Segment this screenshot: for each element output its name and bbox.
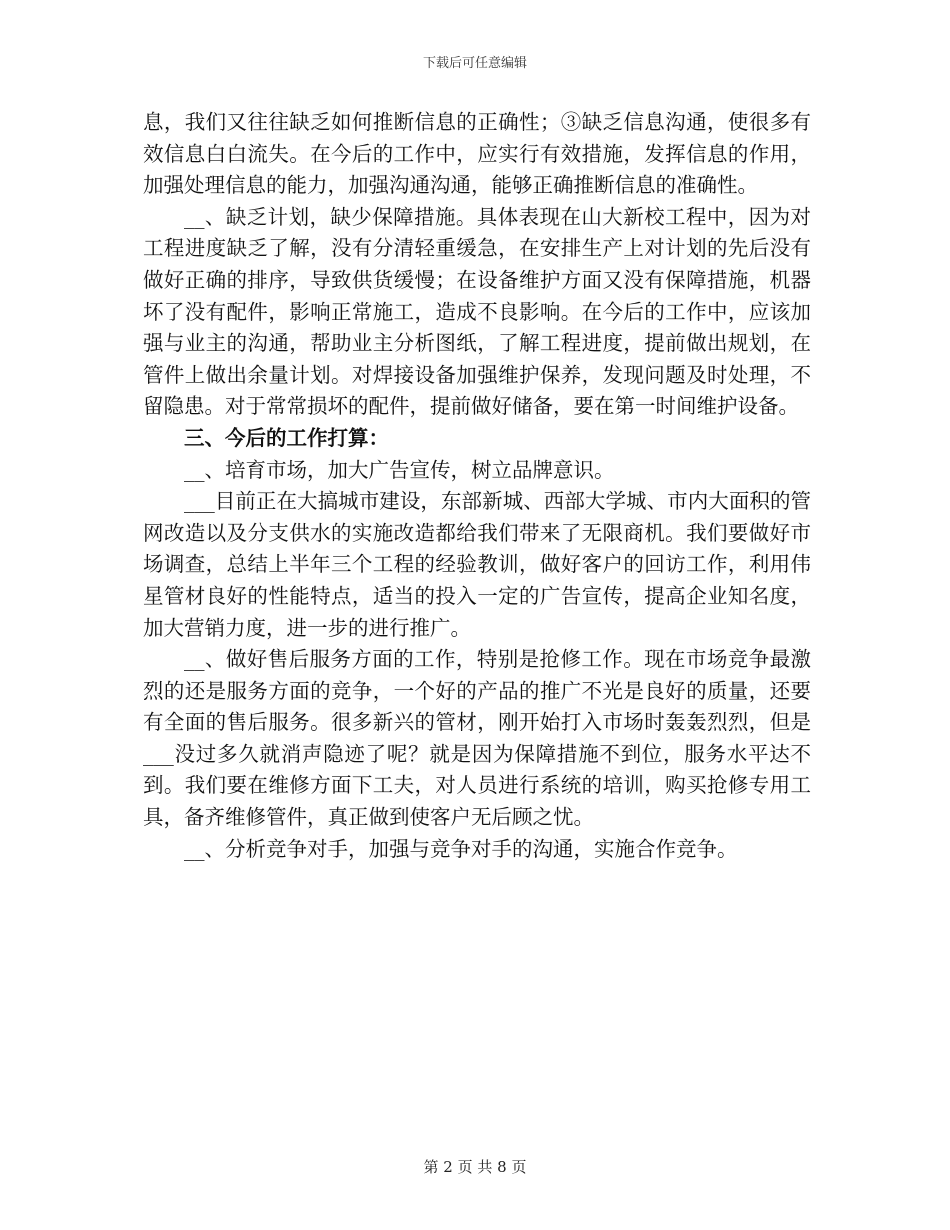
page-header: 下载后可任意编辑: [422, 56, 527, 71]
paragraph-lack-of-planning: __、缺乏计划，缺少保障措施。具体表现在山大新校工程中，因为对工程进度缺乏了解，没有分清轻重缓急，在安排生产上对计划的先后没有做好正确的排序，导致供货缓慢；在设备维护方面又没有保障措施，机器坏了没有配件，影响正常施工，造成不良影响。在今后的工作中，应该加强与业主的沟通，帮助业主分析图纸，了解工程进度，提前做出规划，在管件上做出余量计划。对焊接设备加强维护保养，发现问题及时处理，不留隐患。对于常常损坏的配件，提前做好储备，要在第一时间维护设备。: [143, 204, 811, 419]
document-body: [143, 107, 811, 865]
section-heading-future-plans: 三、今后的工作打算：: [184, 425, 389, 450]
paragraph-after-sales-service: __、做好售后服务方面的工作，特别是抢修工作。现在市场竞争最激烈的还是服务方面的竞争，一个好的产品的推广不光是良好的质量，还要有全面的售后服务。很多新兴的管材，刚开始打入市场时轰轰烈烈，但是___没过多久就消声隐迹了呢？就是因为保障措施不到位，服务水平达不到。我们要在维修方面下工夫，对人员进行系统的培训，购买抢修专用工具，备齐维修管件，真正做到使客户无后顾之忧。: [143, 647, 811, 830]
paragraph-market-cultivation: __、培育市场，加大广告宣传，树立品牌意识。: [184, 457, 615, 482]
paragraph-urban-construction: ___目前正在大搞城市建设，东部新城、西部大学城、市内大面积的管网改造以及分支供水的实施改造都给我们带来了无限商机。我们要做好市场调查，总结上半年三个工程的经验教训，做好客户的回访工作，利用伟星管材良好的性能特点，适当的投入一定的广告宣传，提高企业知名度，加大营销力度，进一步的进行推广。: [143, 489, 811, 640]
paragraph-info-continuation: 息，我们又往往缺乏如何推断信息的正确性；③缺乏信息沟通，使很多有效信息白白流失。在今后的工作中，应实行有效措施，发挥信息的作用，加强处理信息的能力，加强沟通沟通，能够正确推断信息的准确性。: [143, 110, 811, 198]
paragraph-competitor-analysis: __、分析竞争对手，加强与竞争对手的沟通，实施合作竞争。: [184, 836, 738, 861]
page-number: 第 2 页 共 8 页: [423, 1158, 527, 1176]
